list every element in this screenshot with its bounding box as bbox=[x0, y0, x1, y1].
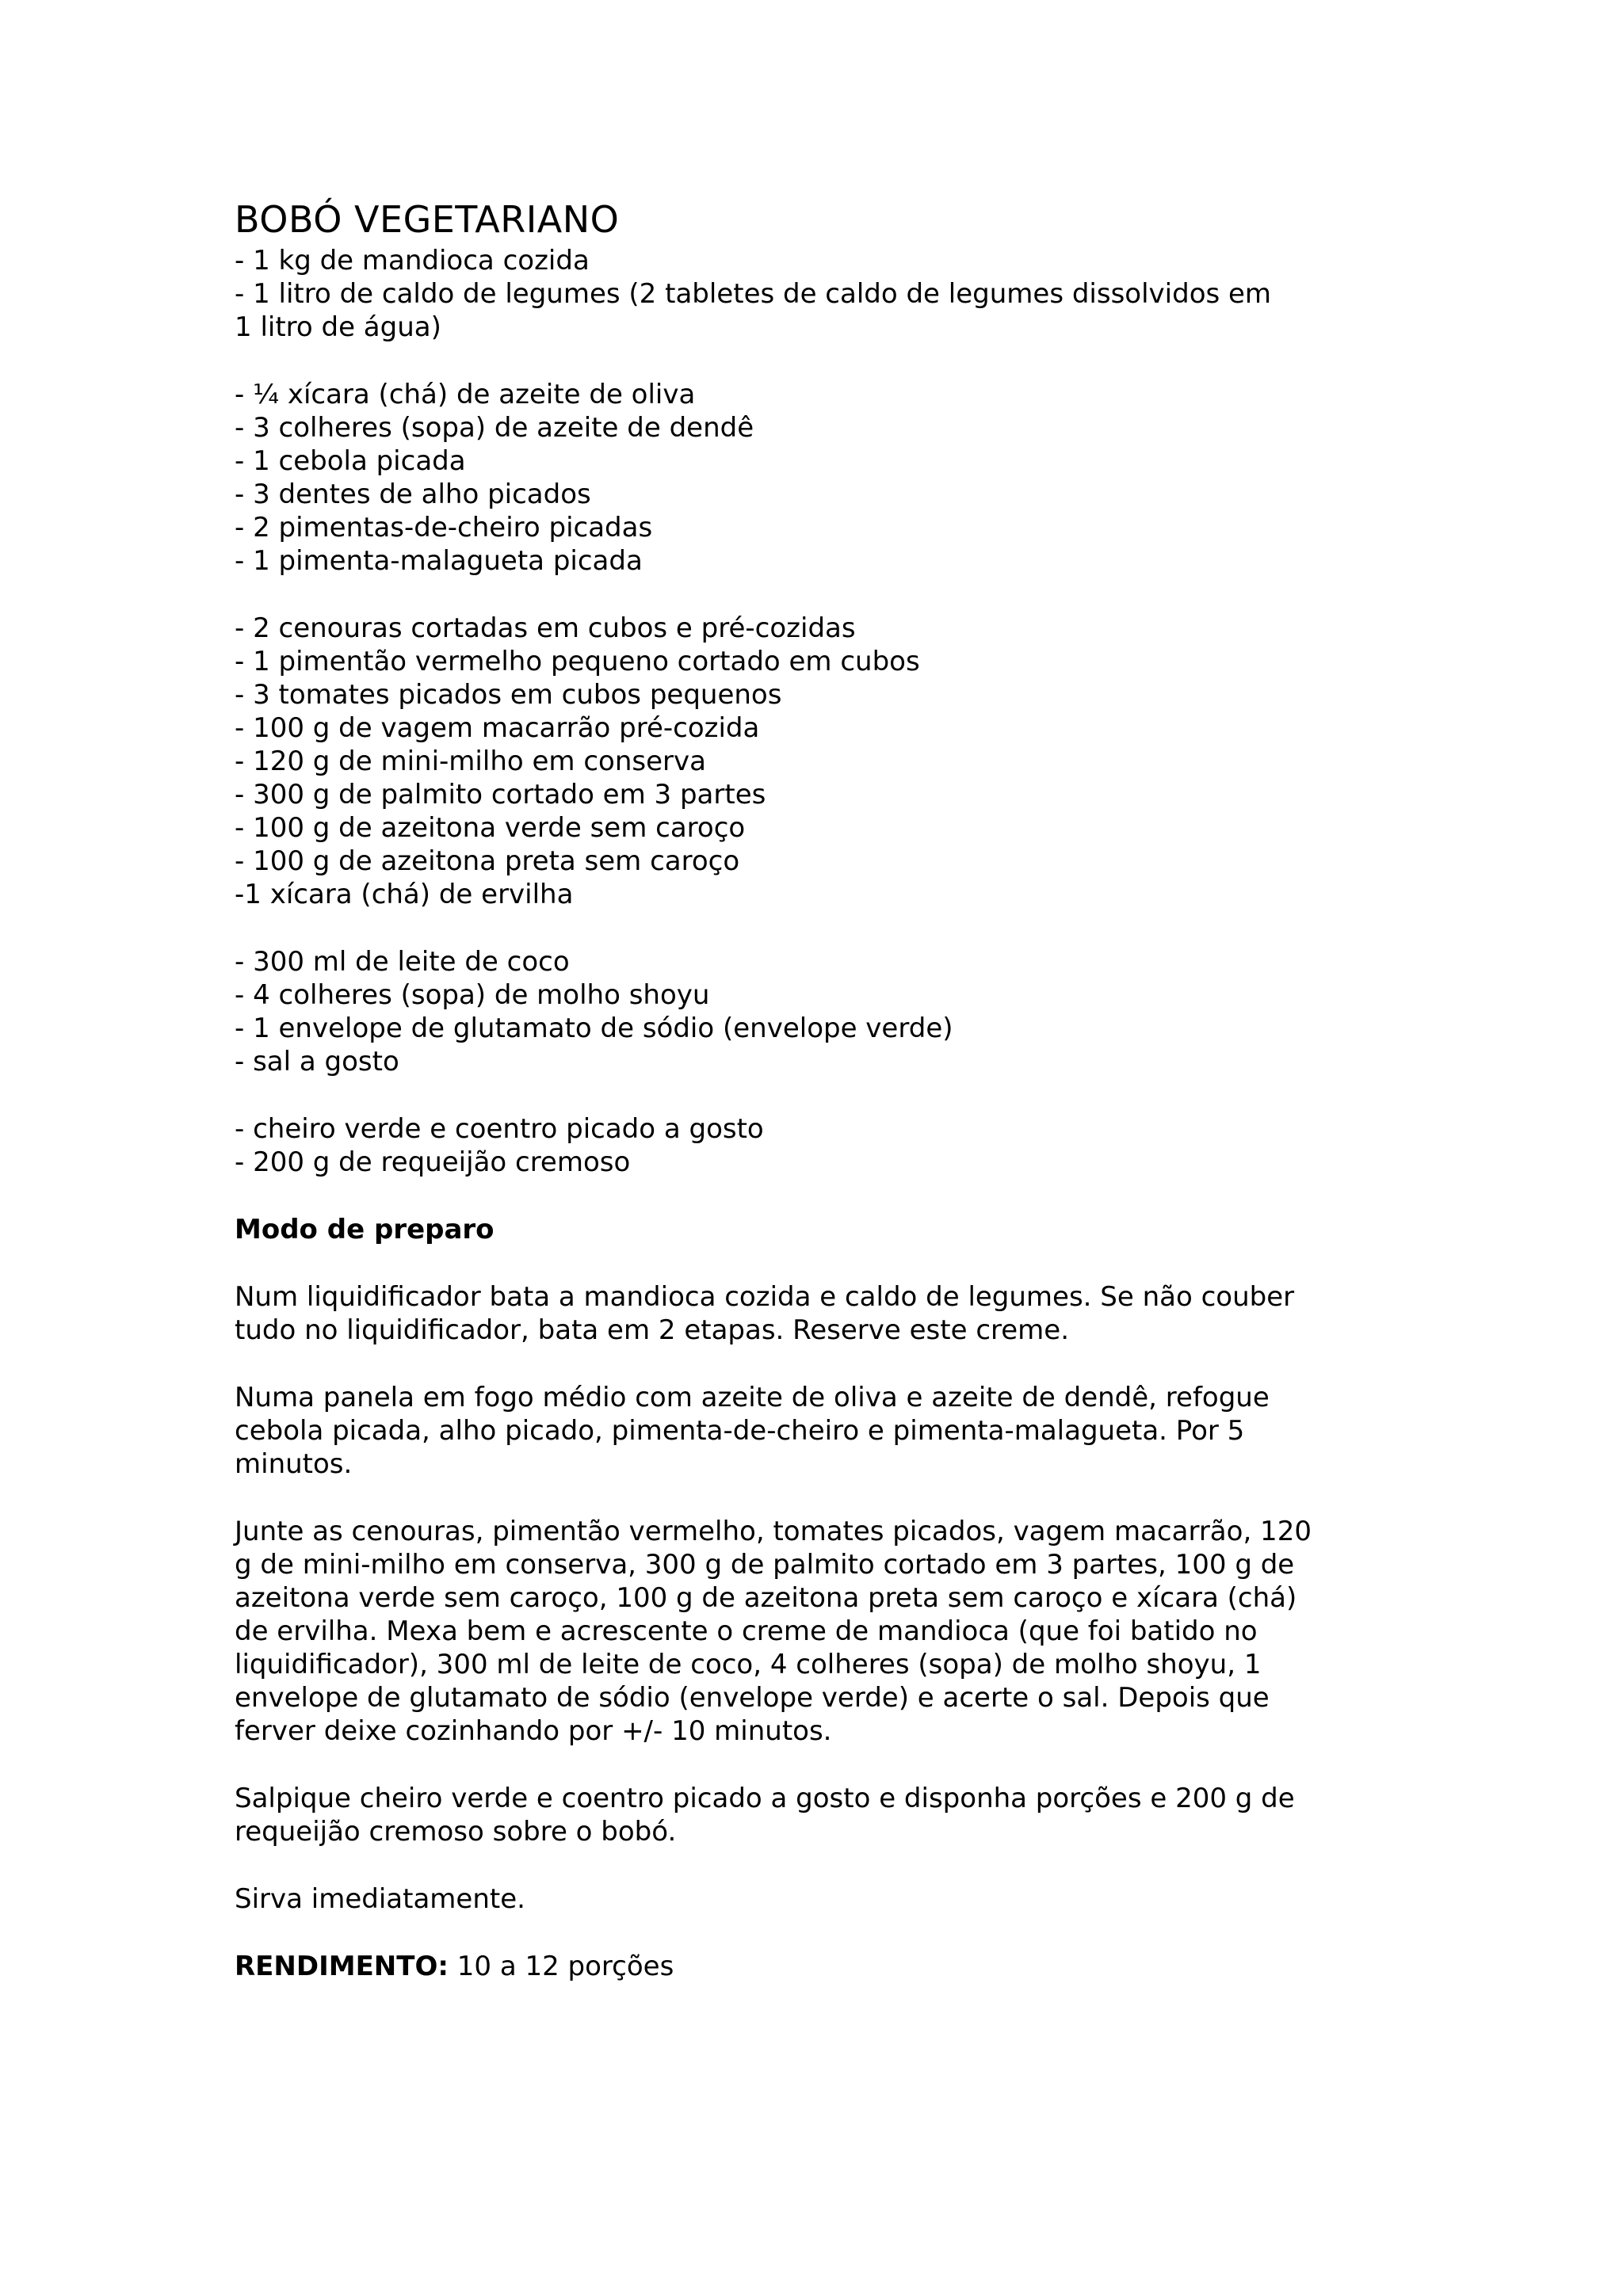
ingredient-line: - 100 g de azeitona preta sem caroço bbox=[235, 845, 740, 877]
ingredient-line: - 2 pimentas-de-cheiro picadas bbox=[235, 512, 653, 543]
ingredient-line: - 300 ml de leite de coco bbox=[235, 946, 570, 978]
ingredient-line: - 1 cebola picada bbox=[235, 445, 466, 477]
ingredient-line: - 4 colheres (sopa) de molho shoyu bbox=[235, 979, 710, 1011]
spacer bbox=[235, 1748, 1360, 1782]
ingredient-line: - 200 g de requeijão cremoso bbox=[235, 1146, 631, 1178]
ingredient-line: - 100 g de azeitona verde sem caroço bbox=[235, 812, 746, 844]
ingredient-line: - 1 litro de caldo de legumes (2 tabletes de caldo de legumes dissolvidos em bbox=[235, 278, 1272, 310]
spacer bbox=[235, 1481, 1360, 1515]
ingredient-line: - 120 g de mini-milho em conserva bbox=[235, 746, 706, 777]
ingredient-line: - ¼ xícara (chá) de azeite de oliva bbox=[235, 379, 696, 410]
ingredient-line: - cheiro verde e coentro picado a gosto bbox=[235, 1113, 764, 1145]
ingredient-line: 1 litro de água) bbox=[235, 311, 441, 343]
spacer bbox=[235, 344, 1360, 378]
ingredient-line: - 100 g de vagem macarrão pré-cozida bbox=[235, 712, 760, 744]
method-paragraph: Num liquidificador bata a mandioca cozida e caldo de legumes. Se não couber tudo no liquidificador, bata em 2 etapas. Reserve este creme. bbox=[235, 1281, 1295, 1346]
method-heading: Modo de preparo bbox=[235, 1214, 495, 1245]
yield-value: 10 a 12 porções bbox=[448, 1951, 674, 1982]
ingredient-group bbox=[235, 1112, 1360, 1179]
method-steps bbox=[235, 1246, 1360, 1916]
ingredient-line: - sal a gosto bbox=[235, 1046, 399, 1077]
spacer bbox=[235, 1916, 1360, 1950]
ingredient-line: - 300 g de palmito cortado em 3 partes bbox=[235, 779, 766, 810]
ingredient-list bbox=[235, 244, 1360, 1179]
yield-label: RENDIMENTO: bbox=[235, 1951, 449, 1982]
spacer bbox=[235, 911, 1360, 945]
method-paragraph: Sirva imediatamente. bbox=[235, 1883, 525, 1915]
spacer bbox=[235, 1246, 1360, 1280]
spacer bbox=[235, 1848, 1360, 1882]
ingredient-group bbox=[235, 612, 1360, 911]
method-paragraph: Numa panela em fogo médio com azeite de oliva e azeite de dendê, refogue cebola picada, alho picado, pimenta-de-cheiro e pimenta-malagueta. Por 5 minutos. bbox=[235, 1382, 1270, 1480]
spacer bbox=[235, 1179, 1360, 1213]
ingredient-line: - 1 envelope de glutamato de sódio (envelope verde) bbox=[235, 1013, 953, 1044]
spacer bbox=[235, 1347, 1360, 1381]
spacer bbox=[235, 578, 1360, 612]
ingredient-group bbox=[235, 244, 1360, 344]
yield-line bbox=[235, 1950, 1360, 1983]
ingredient-line: - 1 pimentão vermelho pequeno cortado em cubos bbox=[235, 646, 920, 677]
ingredient-line: -1 xícara (chá) de ervilha bbox=[235, 879, 574, 910]
recipe-page bbox=[235, 195, 1360, 1983]
ingredient-group bbox=[235, 945, 1360, 1078]
spacer bbox=[235, 1078, 1360, 1112]
ingredient-line: - 3 dentes de alho picados bbox=[235, 479, 591, 510]
ingredient-line: - 3 tomates picados em cubos pequenos bbox=[235, 679, 782, 711]
ingredient-group bbox=[235, 378, 1360, 578]
method-paragraph: Junte as cenouras, pimentão vermelho, tomates picados, vagem macarrão, 120 g de mini-milho em conserva, 300 g de palmito cortado em 3 partes, 100 g de azeitona verde sem caroço, 100 g de azeitona preta sem caroço e xícara (chá) de ervilha. Mexa bem e acrescente o creme de mandioca (que foi batido no liquidificador), 300 ml de leite de coco, 4 colheres (sopa) de molho shoyu, 1 envelope de glutamato de sódio (envelope verde) e acerte o sal. Depois que ferver deixe cozinhando por +/- 10 minutos. bbox=[235, 1516, 1312, 1747]
ingredient-line: - 1 pimenta-malagueta picada bbox=[235, 545, 643, 577]
ingredient-line: - 3 colheres (sopa) de azeite de dendê bbox=[235, 412, 754, 444]
ingredient-line: - 1 kg de mandioca cozida bbox=[235, 245, 590, 277]
ingredient-line: - 2 cenouras cortadas em cubos e pré-cozidas bbox=[235, 612, 856, 644]
recipe-title: BOBÓ VEGETARIANO bbox=[235, 198, 620, 241]
method-paragraph: Salpique cheiro verde e coentro picado a gosto e disponha porções e 200 g de requeijão cremoso sobre o bobó. bbox=[235, 1783, 1295, 1848]
